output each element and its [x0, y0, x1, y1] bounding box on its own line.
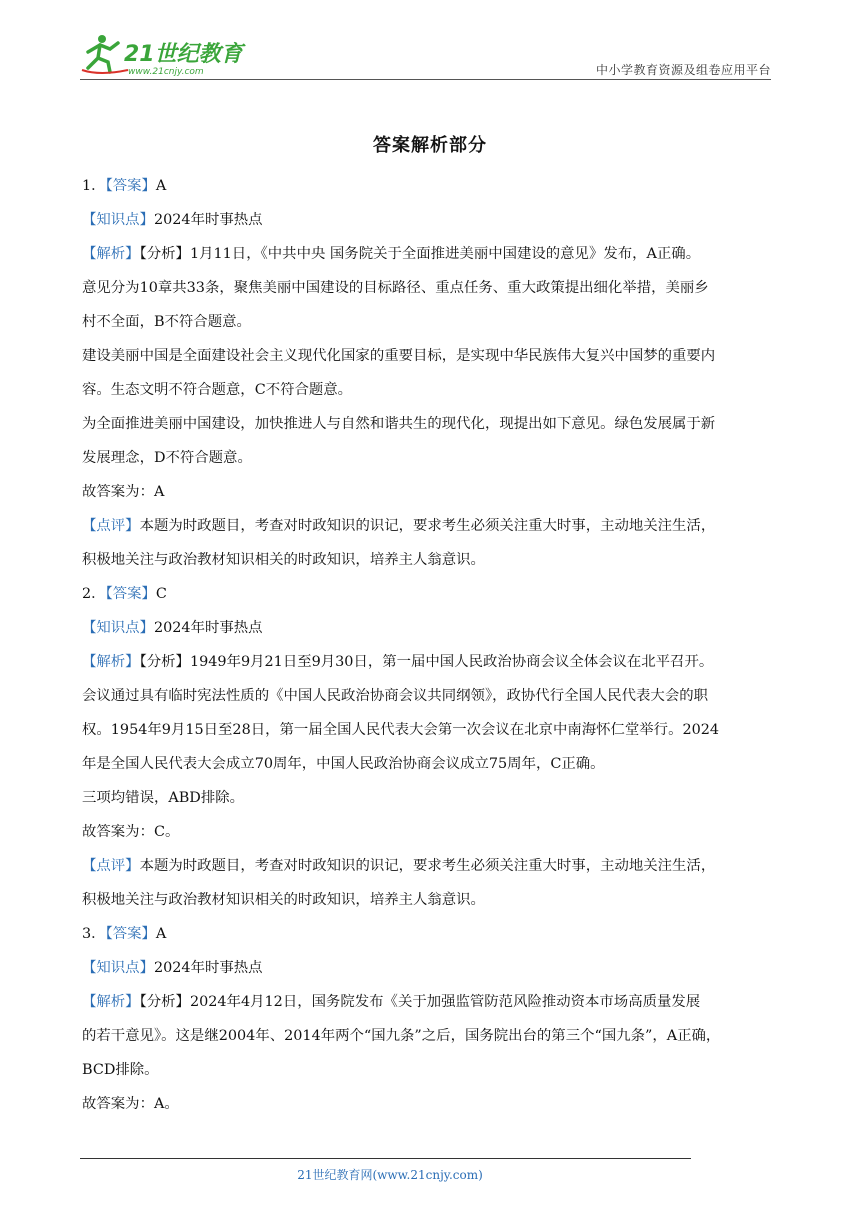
q1-final-answer: 故答案为：A [82, 484, 165, 500]
q1-analysis-line: 建设美丽中国是全面建设社会主义现代化国家的重要目标，是实现中华民族伟大复兴中国梦的重要内 [82, 348, 716, 364]
q1-analysis-line: 为全面推进美丽中国建设，加快推进人与自然和谐共生的现代化，现提出如下意见。绿色发展属于新 [82, 416, 716, 432]
page-title: 答案解析部分 [373, 135, 487, 156]
q1-answer-line: 1．【答案】A [82, 178, 167, 194]
q3-analysis-line: BCD排除。 [82, 1062, 159, 1078]
answer-tag: 【答案】 [105, 586, 156, 602]
q3-analysis-line: 的若干意见》。这是继2004年、2014年两个“国九条”之后，国务院出台的第三个“国九条”，A正确， [82, 1028, 721, 1044]
q3-analysis-line: 【解析】【分析】2024年4月12日，国务院发布《关于加强监管防范风险推动资本市场高质量发展 [82, 994, 701, 1010]
q2-answer-line: 2．【答案】C [82, 586, 167, 602]
q1-analysis-line: 容。生态文明不符合题意，C不符合题意。 [82, 382, 353, 398]
footer-link[interactable]: 21世纪教育网(www.21cnjy.com) [297, 1168, 483, 1182]
q2-comment-line: 【点评】本题为时政题目，考查对时政知识的识记，要求考生必须关注重大时事，主动地关注生活， [82, 858, 716, 874]
analysis-tag: 【解析】 [82, 246, 140, 262]
q3-answer-line: 3．【答案】A [82, 926, 167, 942]
q1-comment-line: 【点评】本题为时政题目，考查对时政知识的识记，要求考生必须关注重大时事，主动地关注生活， [82, 518, 716, 534]
svg-text:21世纪教育: 21世纪教育 [124, 42, 243, 67]
comment-tag: 【点评】 [82, 518, 140, 534]
q1-analysis-line: 发展理念，D不符合题意。 [82, 450, 252, 466]
knowledge-tag: 【知识点】 [82, 960, 154, 976]
answer-tag: 【答案】 [105, 178, 156, 194]
q1-knowledge-line: 【知识点】2024年时事热点 [82, 212, 263, 228]
q3-knowledge-line: 【知识点】2024年时事热点 [82, 960, 263, 976]
footer-divider [80, 1158, 691, 1159]
q1-analysis-line: 意见分为10章共33条，聚焦美丽中国建设的目标路径、重点任务、重大政策提出细化举措，美丽乡 [82, 280, 709, 296]
header-divider [80, 79, 771, 80]
svg-text:www.21cnjy.com: www.21cnjy.com [128, 67, 204, 77]
q2-comment-line: 积极地关注与政治教材知识相关的时政知识，培养主人翁意识。 [82, 892, 485, 908]
knowledge-tag: 【知识点】 [82, 620, 154, 636]
platform-slogan: 中小学教育资源及组卷应用平台 [595, 63, 771, 77]
q2-final-answer: 故答案为：C。 [82, 824, 180, 840]
q2-analysis-line: 三项均错误，ABD排除。 [82, 790, 245, 806]
q2-knowledge-line: 【知识点】2024年时事热点 [82, 620, 263, 636]
q2-analysis-line: 权。1954年9月15日至28日，第一届全国人民代表大会第一次会议在北京中南海怀仁堂举行。2024 [82, 722, 720, 738]
analysis-tag: 【解析】 [82, 654, 140, 670]
comment-tag: 【点评】 [82, 858, 140, 874]
answer-tag: 【答案】 [105, 926, 156, 942]
answer-content [82, 169, 782, 1121]
q2-analysis-line: 【解析】【分析】1949年9月21日至9月30日，第一届中国人民政治协商会议全体会议在北平召开。 [82, 654, 714, 670]
analysis-tag: 【解析】 [82, 994, 140, 1010]
page-header [0, 0, 860, 84]
logo-21cnjy [80, 30, 250, 78]
q3-final-answer: 故答案为：A。 [82, 1096, 179, 1112]
q2-analysis-line: 年是全国人民代表大会成立70周年，中国人民政治协商会议成立75周年，C正确。 [82, 756, 605, 772]
runner-icon [82, 35, 128, 73]
q2-analysis-line: 会议通过具有临时宪法性质的《中国人民政治协商会议共同纲领》，政协代行全国人民代表大会的职 [82, 688, 708, 704]
q1-comment-line: 积极地关注与政治教材知识相关的时政知识，培养主人翁意识。 [82, 552, 485, 568]
knowledge-tag: 【知识点】 [82, 212, 154, 228]
q1-analysis-line: 【解析】【分析】1月11日，《中共中央 国务院关于全面推进美丽中国建设的意见》发布，A正确。 [82, 246, 701, 262]
q1-analysis-line: 村不全面，B不符合题意。 [82, 314, 251, 330]
